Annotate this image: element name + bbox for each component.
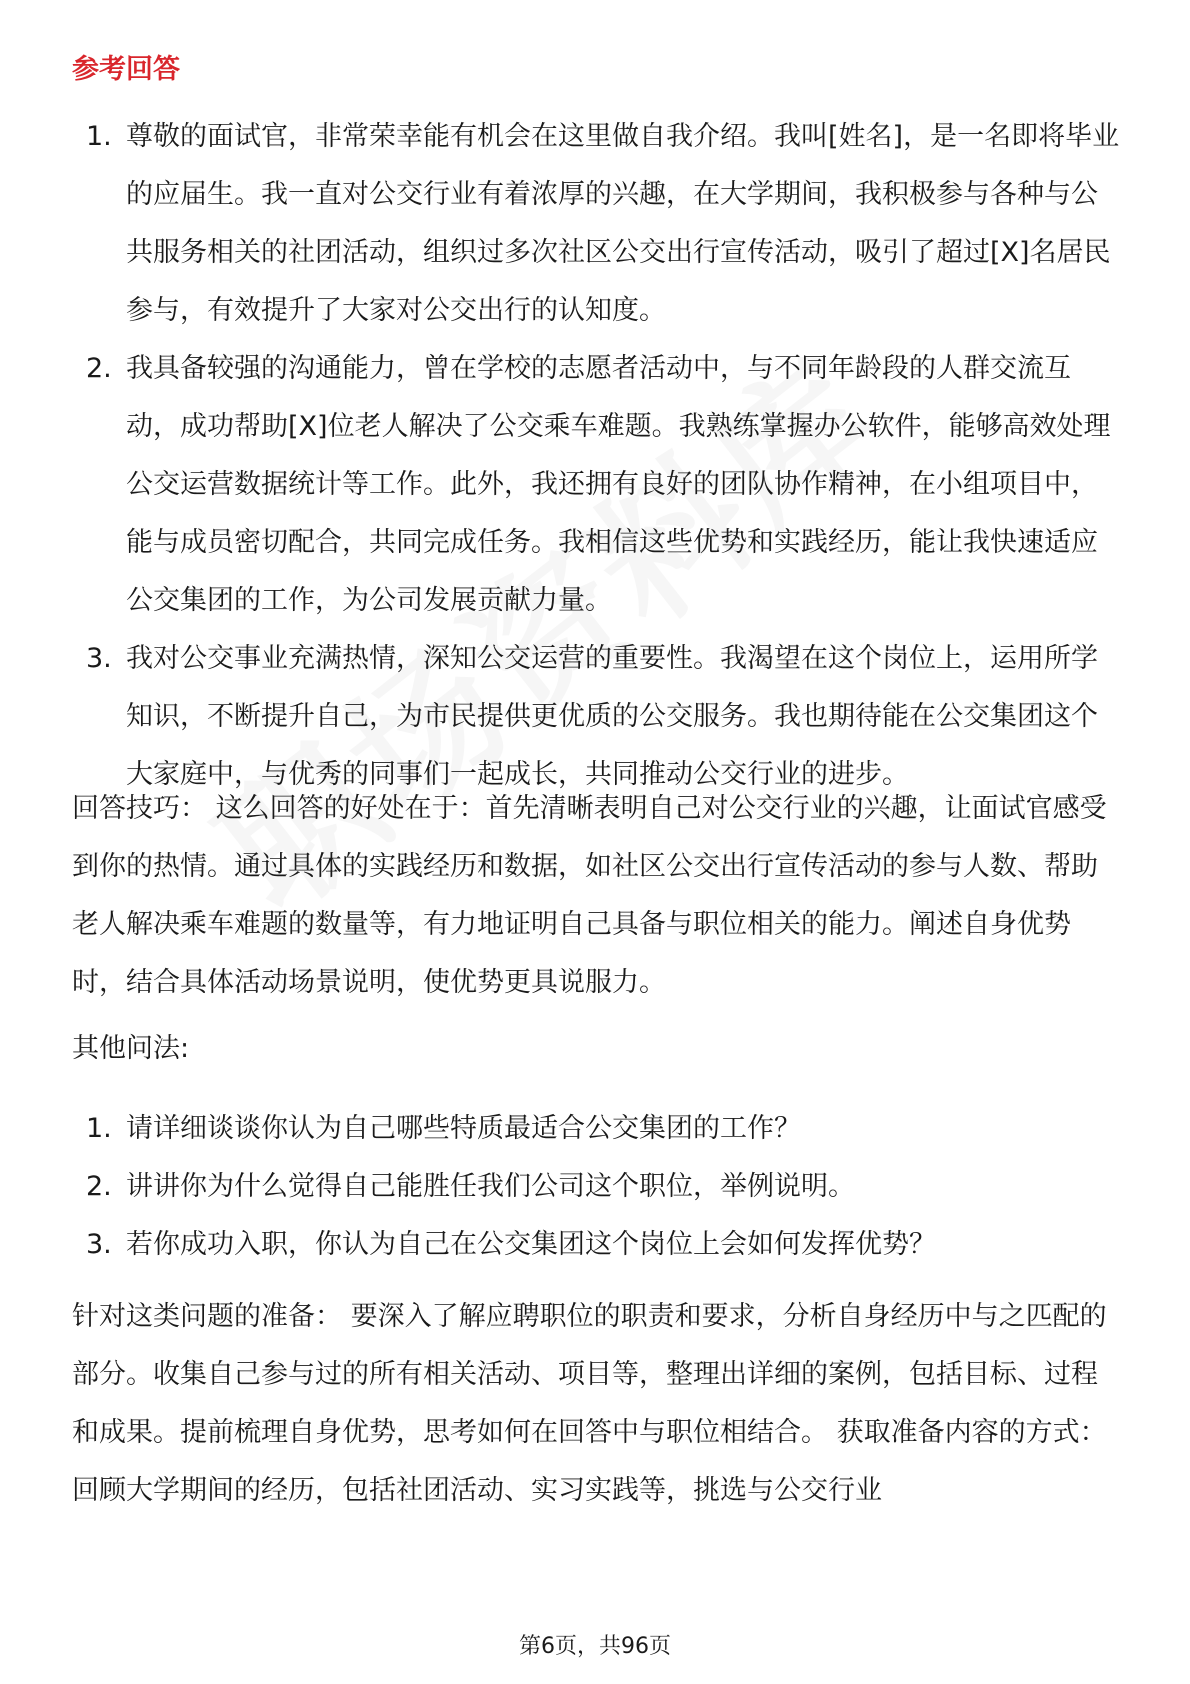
list-text: 我具备较强的沟通能力，曾在学校的志愿者活动中，与不同年龄段的人群交流互动，成功帮助[X]位老人解决了公交乘车难题。我熟练掌握办公软件，能够高效处理公交运营数据统计等工作。此外，我还拥有良好的团队协作精神，在小组项目中，能与成员密切配合，共同完成任务。我相信这些优势和实践经历，能让我快速适应公交集团的工作，为公司发展贡献力量。 <box>126 353 1111 616</box>
list-text: 讲讲你为什么觉得自己能胜任我们公司这个职位，举例说明。 <box>126 1171 855 1202</box>
page-number: 第6页，共96页 <box>519 1634 671 1659</box>
list-number: 1. <box>86 1113 112 1144</box>
list-number: 3. <box>86 1229 112 1260</box>
other-questions-list <box>72 1100 1122 1274</box>
list-item <box>72 108 1122 340</box>
list-item <box>72 340 1122 630</box>
list-number: 3. <box>86 643 112 674</box>
list-item <box>72 1158 1122 1216</box>
preparation-paragraph: 针对这类问题的准备： 要深入了解应聘职位的职责和要求，分析自身经历中与之匹配的部分。收集自己参与过的所有相关活动、项目等，整理出详细的案例，包括目标、过程和成果。提前梳理自身优势，思考如何在回答中与职位相结合。 获取准备内容的方式：回顾大学期间的经历，包括社团活动、实习实践等，挑选与公交行业 <box>72 1301 1107 1506</box>
list-text: 请详细谈谈你认为自己哪些特质最适合公交集团的工作？ <box>126 1113 801 1144</box>
section-heading: 参考回答 <box>72 54 180 85</box>
list-text: 若你成功入职，你认为自己在公交集团这个岗位上会如何发挥优势？ <box>126 1229 936 1260</box>
other-questions-label: 其他问法: <box>72 1033 190 1064</box>
list-item <box>72 1100 1122 1158</box>
list-text: 尊敬的面试官，非常荣幸能有机会在这里做自我介绍。我叫[姓名]，是一名即将毕业的应届生。我一直对公交行业有着浓厚的兴趣，在大学期间，我积极参与各种与公共服务相关的社团活动，组织过多次社区公交出行宣传活动，吸引了超过[X]名居民参与，有效提升了大家对公交出行的认知度。 <box>126 121 1120 326</box>
list-number: 2. <box>86 1171 112 1202</box>
list-number: 1. <box>86 121 112 152</box>
list-number: 2. <box>86 353 112 384</box>
list-item <box>72 630 1122 804</box>
list-item <box>72 1216 1122 1274</box>
list-text: 我对公交事业充满热情，深知公交运营的重要性。我渴望在这个岗位上，运用所学知识，不断提升自己，为市民提供更优质的公交服务。我也期待能在公交集团这个大家庭中，与优秀的同事们一起成长，共同推动公交行业的进步。 <box>126 643 1098 790</box>
answer-list <box>72 108 1122 804</box>
tips-paragraph: 回答技巧： 这么回答的好处在于：首先清晰表明自己对公交行业的兴趣，让面试官感受到你的热情。通过具体的实践经历和数据，如社区公交出行宣传活动的参与人数、帮助老人解决乘车难题的数量等，有力地证明自己具备与职位相关的能力。阐述自身优势时，结合具体活动场景说明，使优势更具说服力。 <box>72 793 1107 998</box>
